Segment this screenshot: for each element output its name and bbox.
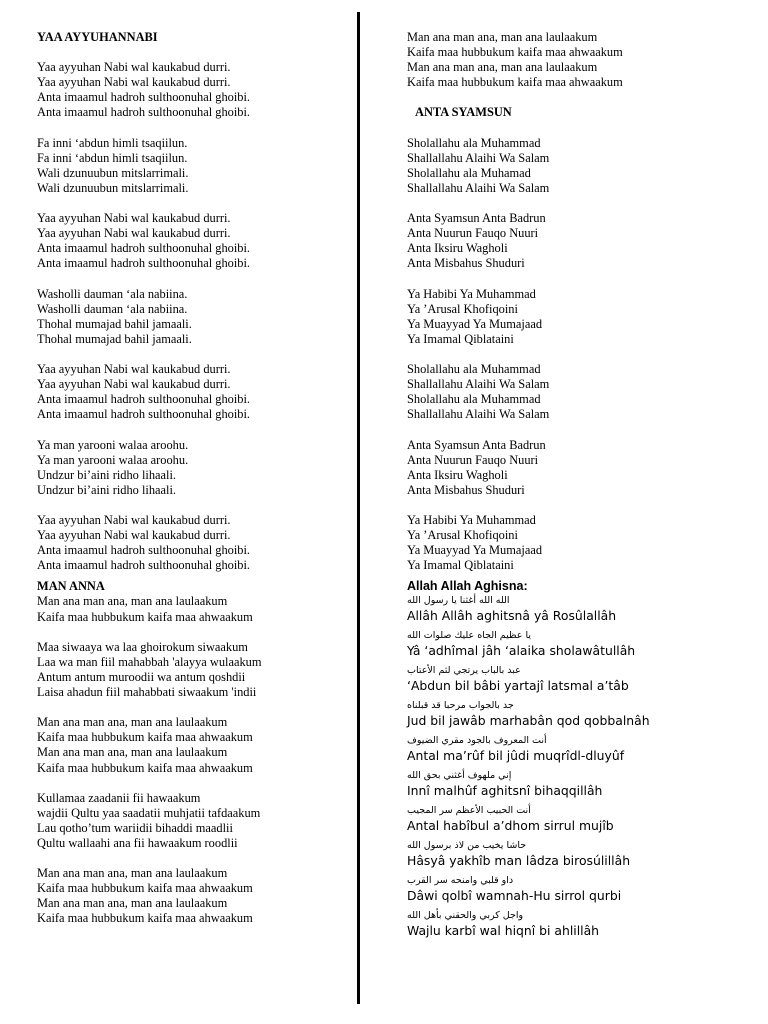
lyric-line: Antum antum muroodii wa antum qoshdii [37, 669, 246, 684]
lyric-line: Anta Nuurun Fauqo Nuuri [407, 226, 539, 241]
stanza [37, 287, 347, 347]
man-anna-continued [407, 30, 757, 90]
lyric-line: Wali dzunuubun mitslarrimali. [37, 165, 189, 180]
anta-syamsun-lyrics [407, 136, 757, 574]
lyric-line: Laa wa man fiil mahabbah 'alayya wulaakum [37, 654, 262, 669]
lyric-line: Kaifa maa hubbukum kaifa maa ahwaakum [407, 75, 623, 90]
arabic-line: أنت المعروف بالجود مقري الضيوف [407, 735, 547, 747]
lyric-line: Anta Syamsun Anta Badrun [407, 211, 546, 226]
lyric-line: Anta imaamul hadroh sulthoonuhal ghoibi. [37, 256, 251, 271]
lyric-line: Laisa ahadun fiil mahabbati siwaakum 'indii [37, 685, 257, 700]
lyric-line: Man ana man ana, man ana laulaakum [37, 866, 228, 881]
lyric-line: Man ana man ana, man ana laulaakum [37, 896, 228, 911]
lyric-line: Shallallahu Alaihi Wa Salam [407, 377, 550, 392]
lyric-line: Man ana man ana, man ana laulaakum [37, 594, 228, 609]
lyric-line: Washolli dauman ‘ala nabiina. [37, 301, 188, 316]
lyric-line: Fa inni ‘abdun himli tsaqiilun. [37, 135, 188, 150]
allah-allah-aghisna-lyrics [407, 594, 757, 939]
stanza [407, 513, 757, 573]
lyric-line: Yaa ayyuhan Nabi wal kaukabud durri. [37, 528, 231, 543]
lyric-line: Anta imaamul hadroh sulthoonuhal ghoibi. [37, 558, 251, 573]
transliteration-line: Jud bil jawâb marhabân qod qobbalnâh [407, 713, 650, 729]
song-title-man-anna: MAN ANNA [37, 579, 105, 594]
lyric-line: Sholallahu ala Muhammad [407, 135, 541, 150]
lyric-line: Kaifa maa hubbukum kaifa maa ahwaakum [407, 45, 623, 60]
stanza [37, 211, 347, 271]
song-title-yaa-ayyuhannabi: YAA AYYUHANNABI [37, 30, 158, 44]
lyric-line: Yaa ayyuhan Nabi wal kaukabud durri. [37, 513, 231, 527]
transliteration-line: Wajlu karbî wal hiqnî bi ahlillâh [407, 923, 600, 939]
lyric-line: Kaifa maa hubbukum kaifa maa ahwaakum [37, 911, 253, 926]
lyric-line: Wali dzunuubun mitslarrimali. [37, 180, 189, 195]
lyric-line: Ya Habibi Ya Muhammad [407, 513, 536, 527]
stanza [37, 136, 347, 196]
arabic-line: واجل كربي والحقني بأهل الله [407, 910, 524, 922]
lyric-line: Yaa ayyuhan Nabi wal kaukabud durri. [37, 60, 231, 75]
arabic-line: أنت الحبيب الأعظم سر المجيب [407, 805, 531, 817]
stanza [37, 715, 347, 775]
lyric-line: Ya Imamal Qiblataini [407, 558, 514, 573]
arabic-line: إني ملهوف أغثني بحق الله [407, 770, 512, 782]
transliteration-line: Dâwi qolbî wamnah-Hu sirrol qurbi [407, 888, 622, 904]
lyric-line: Thohal mumajad bahil jamaali. [37, 331, 192, 346]
stanza [37, 866, 347, 926]
lyric-line: Sholallahu ala Muhammad [407, 362, 541, 377]
transliteration-line: Hâsyâ yakhîb man lâdza birosúlillâh [407, 853, 631, 869]
lyric-line: Kaifa maa hubbukum kaifa maa ahwaakum [37, 881, 253, 896]
lyric-line: Undzur bi’aini ridho lihaali. [37, 467, 177, 482]
man-anna-lyrics [37, 594, 347, 926]
stanza [407, 211, 757, 271]
lyric-line: Anta Misbahus Shuduri [407, 482, 525, 497]
lyric-line: Kaifa maa hubbukum kaifa maa ahwaakum [37, 760, 253, 775]
lyric-line: Yaa ayyuhan Nabi wal kaukabud durri. [37, 362, 231, 377]
lyric-line: Yaa ayyuhan Nabi wal kaukabud durri. [37, 211, 231, 226]
arabic-line: جد بالجواب مرحبا قد قبلناه [407, 700, 514, 712]
lyric-line: Ya ’Arusal Khofiqoini [407, 301, 518, 316]
arabic-line: الله الله أغثنا يا رسول الله [407, 595, 510, 607]
lyric-line: Anta Iksiru Wagholi [407, 467, 508, 482]
lyric-line: Qultu wallaahi ana fii hawaakum roodlii [37, 835, 238, 850]
transliteration-line: Allâh Allâh aghitsnâ yâ Rosûlallâh [407, 608, 617, 624]
lyric-line: Yaa ayyuhan Nabi wal kaukabud durri. [37, 377, 231, 392]
lyric-line: Undzur bi’aini ridho lihaali. [37, 482, 177, 497]
lyric-line: Ya man yarooni walaa aroohu. [37, 452, 189, 467]
lyric-line: Kaifa maa hubbukum kaifa maa ahwaakum [37, 730, 253, 745]
lyric-line: Shallallahu Alaihi Wa Salam [407, 150, 550, 165]
lyric-line: Man ana man ana, man ana laulaakum [407, 30, 598, 44]
transliteration-line: ‘Abdun bil bâbi yartajî latsmal a’tâb [407, 678, 629, 694]
lyric-line: Ya Habibi Ya Muhammad [407, 286, 536, 301]
lyric-line: Anta imaamul hadroh sulthoonuhal ghoibi. [37, 407, 251, 422]
lyric-line: Anta Nuurun Fauqo Nuuri [407, 452, 539, 467]
stanza [407, 136, 757, 196]
arabic-line: حاشا يخيب من لاذ برسول الله [407, 840, 527, 852]
lyric-line: Anta imaamul hadroh sulthoonuhal ghoibi. [37, 241, 251, 256]
lyric-line: Lau qotho’tum wariidii bihaddi maadlii [37, 820, 233, 835]
lyric-line: Anta Iksiru Wagholi [407, 241, 508, 256]
lyric-line: Kaifa maa hubbukum kaifa maa ahwaakum [37, 609, 253, 624]
lyric-line: Sholallahu ala Muhammad [407, 392, 541, 407]
yaa-ayyuhannabi-lyrics [37, 60, 347, 573]
lyric-line: Yaa ayyuhan Nabi wal kaukabud durri. [37, 226, 231, 241]
stanza [37, 60, 347, 120]
arabic-line: عبد بالباب يرتجي لثم الأعتاب [407, 665, 521, 677]
stanza [37, 362, 347, 422]
lyric-line: Anta imaamul hadroh sulthoonuhal ghoibi. [37, 543, 251, 558]
lyric-line: Washolli dauman ‘ala nabiina. [37, 286, 188, 301]
lyric-line: Anta imaamul hadroh sulthoonuhal ghoibi. [37, 90, 251, 105]
lyric-line: Sholallahu ala Muhamad [407, 165, 531, 180]
stanza [407, 362, 757, 422]
lyric-line: Shallallahu Alaihi Wa Salam [407, 180, 550, 195]
stanza [37, 594, 347, 624]
lyric-line: Thohal mumajad bahil jamaali. [37, 316, 192, 331]
transliteration-line: Yâ ‘adhîmal jâh ‘alaika sholawâtullâh [407, 643, 636, 659]
lyric-line: Man ana man ana, man ana laulaakum [407, 60, 598, 75]
lyric-line: Ya Muayyad Ya Mumajaad [407, 543, 543, 558]
arabic-line: يا عظيم الجاه عليك صلوات الله [407, 630, 531, 642]
transliteration-line: Antal ma’rûf bil jûdi muqrîdl-dluyûf [407, 748, 625, 764]
lyric-line: Anta Syamsun Anta Badrun [407, 437, 546, 452]
lyric-line: Ya Muayyad Ya Mumajaad [407, 316, 543, 331]
lyric-line: Kullamaa zaadanii fii hawaakum [37, 790, 201, 805]
stanza [407, 438, 757, 498]
stanza [37, 513, 347, 573]
lyric-line: Maa siwaaya wa laa ghoirokum siwaakum [37, 639, 248, 654]
transliteration-line: Innî malhûf aghitsnî bihaqqillâh [407, 783, 603, 799]
lyric-line: wajdii Qultu yaa saadatii muhjatii tafdaakum [37, 805, 261, 820]
lyric-line: Anta imaamul hadroh sulthoonuhal ghoibi. [37, 105, 251, 120]
song-title-anta-syamsun: ANTA SYAMSUN [415, 105, 512, 120]
stanza [407, 287, 757, 347]
stanza [37, 438, 347, 498]
left-column [37, 30, 347, 927]
lyric-line: Fa inni ‘abdun himli tsaqiilun. [37, 150, 188, 165]
transliteration-line: Antal habîbul a’dhom sirrul mujîb [407, 818, 614, 834]
lyric-line: Yaa ayyuhan Nabi wal kaukabud durri. [37, 75, 231, 90]
lyric-line: Man ana man ana, man ana laulaakum [37, 715, 228, 730]
lyric-line: Anta Misbahus Shuduri [407, 256, 525, 271]
lyric-line: Ya Imamal Qiblataini [407, 331, 514, 346]
lyric-line: Man ana man ana, man ana laulaakum [37, 745, 228, 760]
stanza [37, 791, 347, 851]
song-title-allah-allah-aghisna: Allah Allah Aghisna: [407, 579, 528, 594]
lyric-line: Ya man yarooni walaa aroohu. [37, 437, 189, 452]
lyric-line: Anta imaamul hadroh sulthoonuhal ghoibi. [37, 392, 251, 407]
lyric-line: Ya ’Arusal Khofiqoini [407, 528, 518, 543]
column-divider [357, 12, 360, 1004]
right-column [407, 30, 757, 944]
stanza [37, 640, 347, 700]
arabic-line: داو قلبي وامنحه سر القرب [407, 875, 514, 887]
lyric-line: Shallallahu Alaihi Wa Salam [407, 407, 550, 422]
